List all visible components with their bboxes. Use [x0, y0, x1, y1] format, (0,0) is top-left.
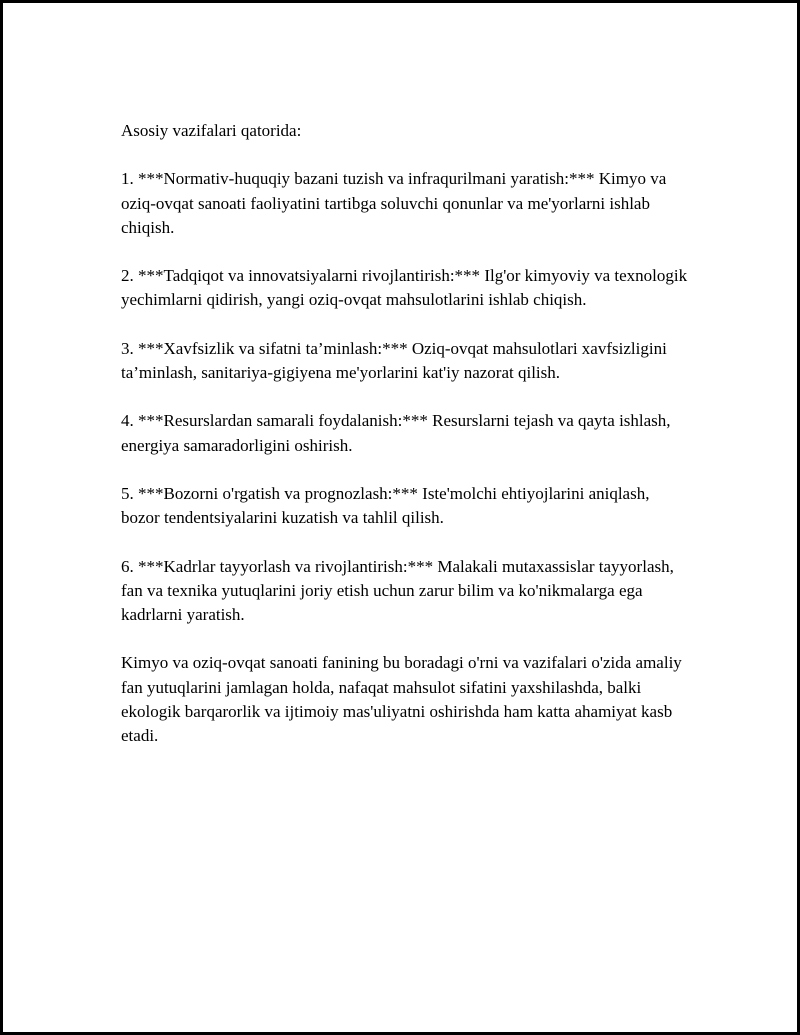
intro-paragraph: Asosiy vazifalari qatorida:: [121, 121, 302, 140]
item-heading: 2. ***Tadqiqot va innovatsiyalarni rivojlantirish:***: [121, 266, 481, 286]
item-text: Resurslarni tejash va qayta ishlash, energiya samaradorligini oshirish.: [121, 411, 671, 455]
conclusion-paragraph: Kimyo va oziq-ovqat sanoati fanining bu boradagi o'rni va vazifalari o'zida amaliy fan yutuqlarini jamlagan holda, nafaqat mahsulot sifatini yaxshilashda, balki ekologik barqarorlik va ijtimoiy mas'uliyatni oshirishda ham katta ahamiyat kasb etadi.: [121, 653, 682, 745]
item-text: Malakali mutaxassislar tayyorlash, fan va texnika yutuqlarini joriy etish uchun zarur bilim va ko'nikmalarga ega kadrlarni yaratish.: [121, 556, 674, 624]
list-item-4: [121, 409, 691, 457]
item-heading: 3. ***Xavfsizlik va sifatni ta’minlash:***: [121, 338, 408, 358]
item-text: Iste'molchi ehtiyojlarini aniqlash, bozor tendentsiyalarini kuzatish va tahlil qilish.: [121, 483, 650, 528]
item-heading: 4. ***Resurslardan samarali foydalanish:***: [121, 411, 428, 431]
list-item-6: [121, 555, 691, 628]
item-heading: 6. ***Kadrlar tayyorlash va rivojlantirish:***: [121, 556, 434, 576]
list-item-1: [121, 167, 691, 240]
list-item-3: [121, 337, 691, 385]
item-text: Oziq-ovqat mahsulotlari xavfsizligini ta’minlash, sanitariya-gigiyena me'yorlarini kat'iy nazorat qilish.: [121, 338, 667, 382]
list-item-2: [121, 264, 691, 312]
item-text: Ilg'or kimyoviy va texnologik yechimlarni qidirish, yangi oziq-ovqat mahsulotlarini ishlab chiqish.: [121, 266, 688, 310]
item-text: Kimyo va oziq-ovqat sanoati faoliyatini tartibga soluvchi qonunlar va me'yorlarni ishlab chiqish.: [121, 169, 667, 237]
item-heading: 5. ***Bozorni o'rgatish va prognozlash:***: [121, 483, 418, 503]
document-body: [121, 119, 691, 748]
item-heading: 1. ***Normativ-huquqiy bazani tuzish va infraqurilmani yaratish:***: [121, 169, 595, 189]
list-item-5: [121, 482, 691, 530]
